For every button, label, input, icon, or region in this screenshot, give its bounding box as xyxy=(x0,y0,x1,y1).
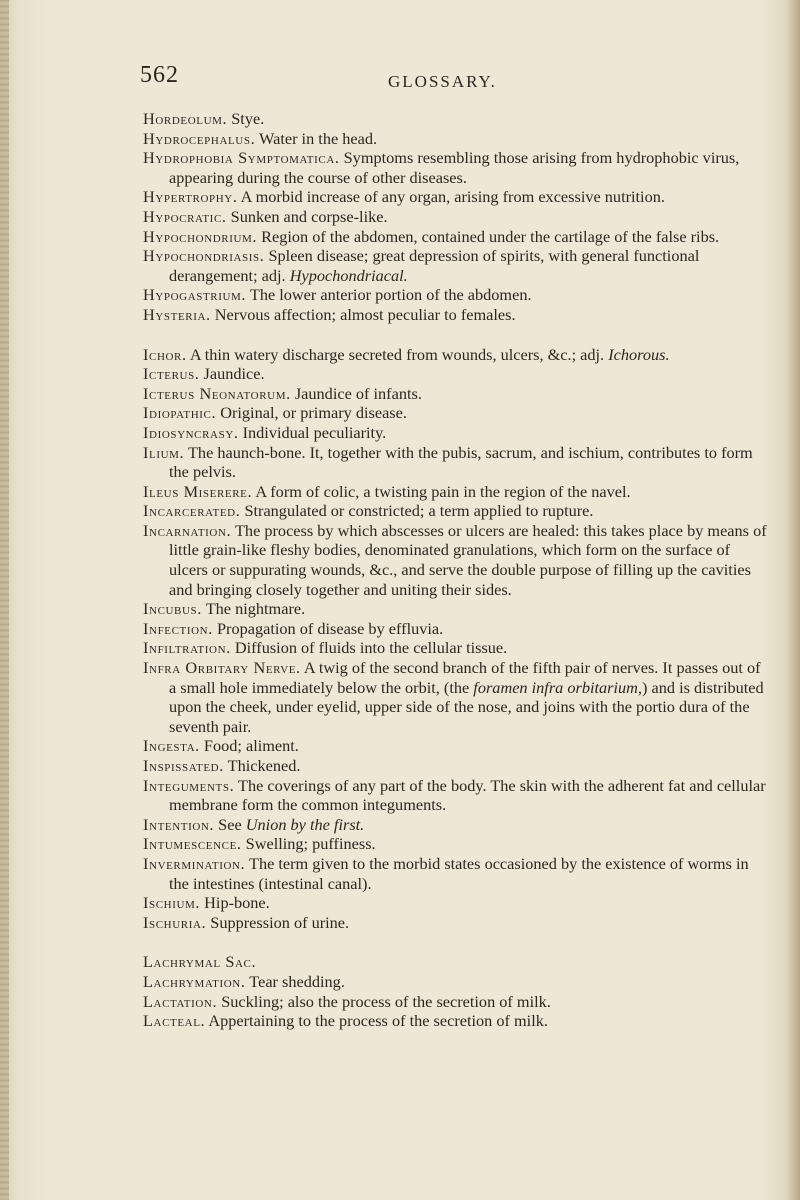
entry-definition: The nightmare. xyxy=(205,599,306,619)
glossary-entry xyxy=(143,756,771,776)
section-gap xyxy=(143,325,771,345)
entry-term: Hypochondriasis. xyxy=(143,246,265,266)
section-gap xyxy=(143,932,771,952)
glossary-entry xyxy=(143,246,771,285)
entry-definition: Jaundice of infants. xyxy=(294,383,422,403)
entry-definition: A morbid increase of any organ, arising from excessive nutrition. xyxy=(240,187,665,207)
entry-term: Hypogastrium. xyxy=(143,285,247,305)
entry-definition: Thickened. xyxy=(227,756,301,775)
entry-definition: Strangulated or constricted; a term applied to rupture. xyxy=(244,501,594,521)
entry-definition: The lower anterior portion of the abdomen. xyxy=(249,285,532,305)
glossary-entry xyxy=(143,638,771,658)
glossary-entry xyxy=(143,521,771,599)
entry-term: Intention. xyxy=(143,814,215,834)
entry-term: Incubus. xyxy=(143,599,202,619)
entry-definition-continued: ) and is distributed upon the cheek, under eyelid, upper side of the nose, and joins with the portio dura of the seventh pair. xyxy=(169,677,764,736)
entry-term: Incarnation. xyxy=(143,520,232,540)
entry-definition: A twig of the second branch of the fifth pair of nerves. It passes out of a small hole immediately below the orbit, (the xyxy=(169,658,761,697)
glossary-entry xyxy=(143,285,771,305)
glossary-entry xyxy=(143,482,771,502)
entry-term: Integuments. xyxy=(143,775,235,795)
entry-definition: Diffusion of fluids into the cellular tissue. xyxy=(234,638,508,658)
glossary-entry xyxy=(143,403,771,423)
entry-term: Ilium. xyxy=(143,442,185,462)
entry-term: Lactation. xyxy=(143,991,218,1011)
entry-definition: Tear shedding. xyxy=(249,971,345,991)
glossary-entry xyxy=(143,913,771,933)
entry-term: Ischuria. xyxy=(143,912,207,932)
entry-term: Ileus Miserere. xyxy=(143,481,253,501)
glossary-entry xyxy=(143,423,771,443)
entry-definition: The haunch-bone. It, together with the pubis, sacrum, and ischium, contributes to form the pelvis. xyxy=(169,442,753,482)
glossary-entry xyxy=(143,384,771,404)
glossary-entry xyxy=(143,129,771,149)
glossary-entry xyxy=(143,992,771,1012)
glossary-entry xyxy=(143,187,771,207)
entry-term: Hydrocephalus. xyxy=(143,128,256,148)
entry-italic: Hypochondriacal. xyxy=(289,265,408,285)
entry-definition: Swelling; puffiness. xyxy=(245,834,376,854)
entry-term: Inspissated. xyxy=(143,756,224,775)
entry-term: Lachrymal Sac. xyxy=(143,952,257,972)
glossary-body xyxy=(143,109,771,1031)
glossary-entry xyxy=(143,893,771,913)
entry-definition: Stye. xyxy=(231,109,265,128)
entry-definition: The term given to the morbid states occasioned by the existence of worms in the intestines (intestinal canal). xyxy=(169,853,749,893)
entry-definition: Food; aliment. xyxy=(203,736,299,756)
glossary-entry xyxy=(143,501,771,521)
running-title: GLOSSARY. xyxy=(388,72,497,91)
page-binding-edge xyxy=(0,0,9,1200)
entry-definition: A form of colic, a twisting pain in the region of the navel. xyxy=(255,481,631,501)
glossary-entry xyxy=(143,952,771,972)
entry-term: Ischium. xyxy=(143,893,201,913)
entry-term: Ingesta. xyxy=(143,736,200,756)
entry-definition: Spleen disease; great depression of spirits, with general functional derangement; adj. xyxy=(169,246,700,285)
entry-term: Invermination. xyxy=(143,853,246,873)
entry-term: Infiltration. xyxy=(143,638,231,658)
glossary-entry xyxy=(143,364,771,384)
entry-term: Incarcerated. xyxy=(143,501,241,521)
entry-definition: Sunken and corpse-like. xyxy=(230,206,388,226)
entry-italic: foramen infra orbitarium, xyxy=(473,677,643,697)
glossary-entry xyxy=(143,658,771,736)
entry-term: Icterus. xyxy=(143,364,200,384)
entry-definition: Suppression of urine. xyxy=(210,912,350,932)
entry-definition: Nervous affection; almost peculiar to females. xyxy=(214,304,516,324)
glossary-entry xyxy=(143,854,771,893)
page-right-edge xyxy=(788,0,800,1200)
entry-definition: Jaundice. xyxy=(203,364,265,384)
glossary-entry xyxy=(143,619,771,639)
entry-definition: Appertaining to the process of the secretion of milk. xyxy=(208,1011,548,1031)
glossary-entry xyxy=(143,443,771,482)
glossary-entry xyxy=(143,345,771,365)
entry-term: Hypertrophy. xyxy=(143,187,238,207)
entry-definition: See xyxy=(218,814,242,834)
entry-term: Hypochondrium. xyxy=(143,226,258,246)
entry-term: Icterus Neonatorum. xyxy=(143,383,291,403)
entry-term: Hysteria. xyxy=(143,304,211,324)
entry-term: Lacteal. xyxy=(143,1011,206,1031)
entry-term: Infection. xyxy=(143,618,213,638)
glossary-entry xyxy=(143,207,771,227)
entry-definition: The process by which abscesses or ulcers are healed: this takes place by means of little grain-like fleshy bodies, denominated granulations, which form on the surface of ulcers or suppurating wounds, &c., and serve the double purpose of filling up the cavities and bringing closely together and uniting their sides. xyxy=(169,520,767,599)
entry-definition: Water in the head. xyxy=(259,128,378,148)
entry-definition: Propagation of disease by effluvia. xyxy=(216,618,444,638)
glossary-entry xyxy=(143,599,771,619)
glossary-entry xyxy=(143,972,771,992)
glossary-entry xyxy=(143,305,771,325)
page-header xyxy=(140,62,740,92)
entry-definition: Symptoms resembling those arising from hydrophobic virus, appearing during the course of other diseases. xyxy=(169,148,740,187)
entry-term: Lachrymation. xyxy=(143,971,246,991)
entry-definition: The coverings of any part of the body. The skin with the adherent fat and cellular membrane form the common integuments. xyxy=(169,775,766,815)
glossary-entry xyxy=(143,1011,771,1031)
glossary-entry xyxy=(143,148,771,187)
entry-term: Idiosyncrasy. xyxy=(143,422,239,442)
glossary-entry xyxy=(143,109,771,129)
entry-term: Hydrophobia Symptomatica. xyxy=(143,148,340,168)
entry-term: Hypocratic. xyxy=(143,206,227,226)
entry-term: Idiopathic. xyxy=(143,403,217,423)
glossary-entry xyxy=(143,834,771,854)
entry-definition: Hip-bone. xyxy=(204,893,270,913)
entry-definition: A thin watery discharge secreted from wounds, ulcers, &c.; adj. xyxy=(189,344,605,364)
entry-definition: Individual peculiarity. xyxy=(242,422,387,442)
glossary-entry xyxy=(143,776,771,815)
entry-term: Hordeolum. xyxy=(143,109,228,128)
entry-italic: Union by the first. xyxy=(245,814,365,834)
entry-definition: Original, or primary disease. xyxy=(220,403,407,423)
entry-definition: Suckling; also the process of the secretion of milk. xyxy=(221,991,551,1011)
glossary-entry xyxy=(143,227,771,247)
page-number: 562 xyxy=(140,62,179,88)
entry-term: Intumescence. xyxy=(143,834,242,854)
entry-term: Infra Orbitary Nerve. xyxy=(143,658,301,678)
entry-italic: Ichorous. xyxy=(608,344,670,364)
glossary-entry xyxy=(143,815,771,835)
entry-term: Ichor. xyxy=(143,344,187,364)
glossary-entry xyxy=(143,736,771,756)
entry-definition: Region of the abdomen, contained under the cartilage of the false ribs. xyxy=(261,226,720,246)
